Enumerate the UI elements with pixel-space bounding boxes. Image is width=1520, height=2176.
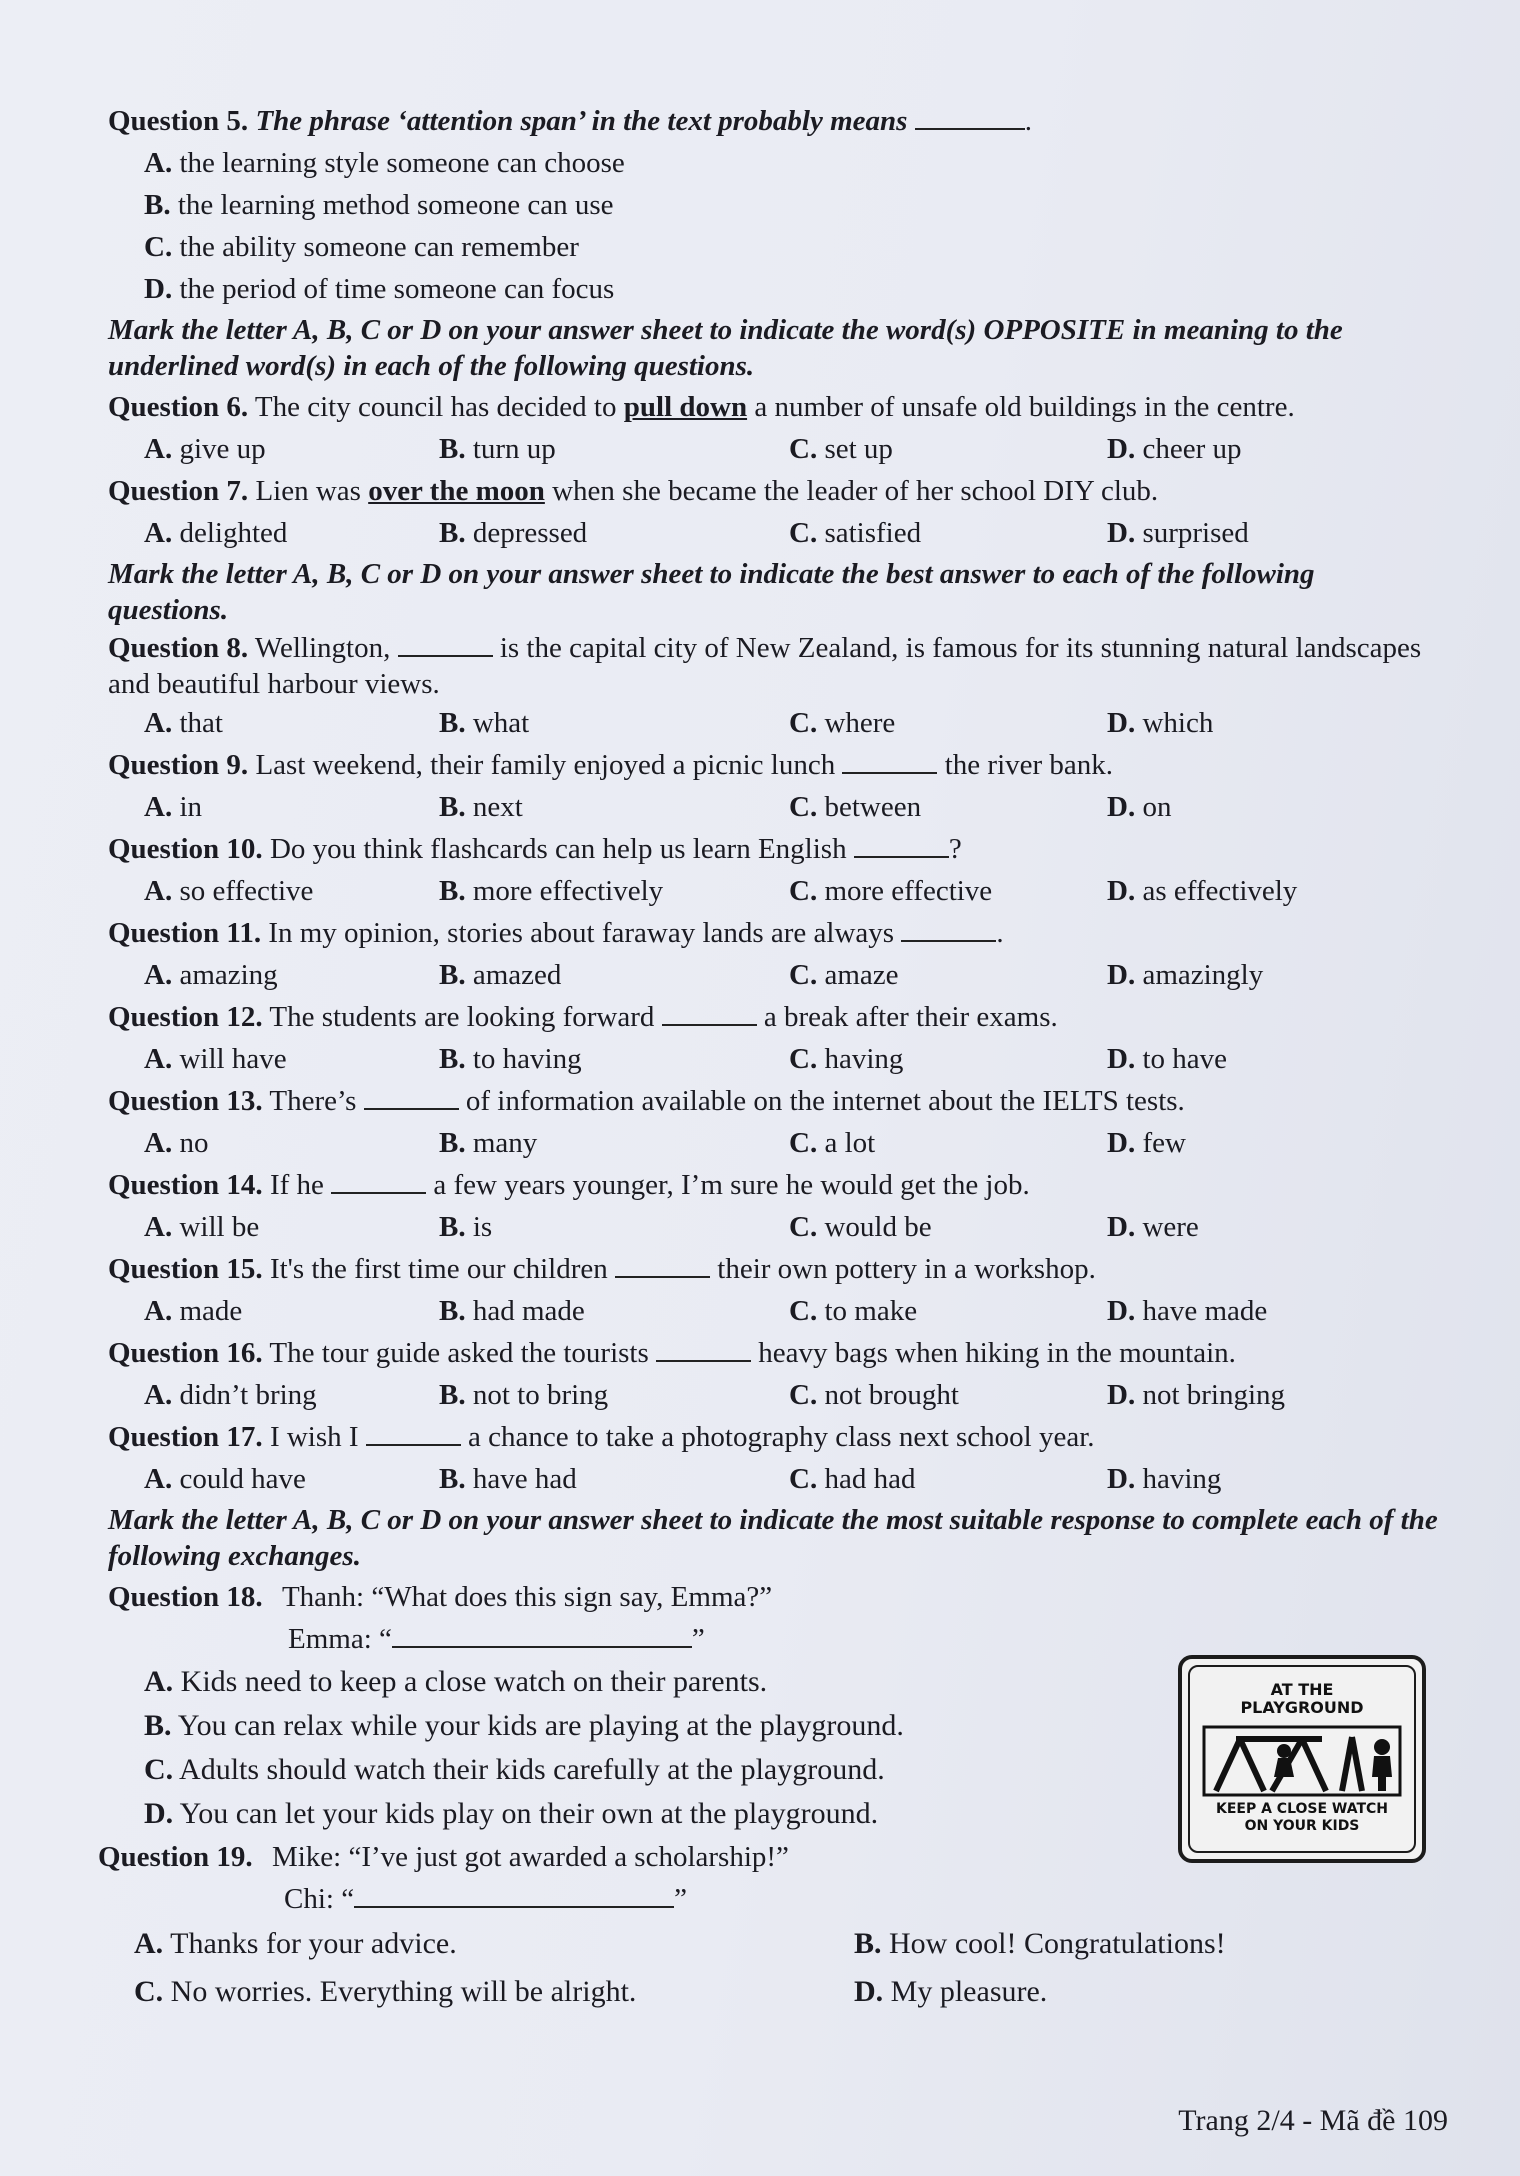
option-b: B. amazed xyxy=(439,959,562,991)
option-a: A. will be xyxy=(144,1211,260,1243)
option-b: B. the learning method someone can use xyxy=(144,189,614,221)
question-16-options xyxy=(108,1374,1438,1416)
question-5-options xyxy=(108,142,1438,310)
option-d: D. few xyxy=(1107,1127,1186,1159)
option-a: A. Kids need to keep a close watch on their parents. xyxy=(144,1665,768,1698)
question-7: Question 7. Lien was over the moon when she became the leader of her school DIY club. xyxy=(108,475,1159,507)
option-d: D. having xyxy=(1107,1463,1222,1495)
question-14: Question 14. If he a few years younger, I’m sure he would get the job. xyxy=(108,1169,1030,1201)
question-19-reply: Chi: “ ” xyxy=(284,1883,687,1915)
option-c: C. a lot xyxy=(789,1127,876,1159)
option-a: A. no xyxy=(144,1127,209,1159)
option-d: D. to have xyxy=(1107,1043,1228,1075)
question-6-options xyxy=(108,428,1438,470)
adult-figure xyxy=(1374,1739,1390,1755)
option-c: C. amaze xyxy=(789,959,899,991)
question-8-options xyxy=(108,702,1438,744)
question-16: Question 16. The tour guide asked the tourists heavy bags when hiking in the mountain. xyxy=(108,1337,1236,1369)
option-d: D. which xyxy=(1107,707,1214,739)
question-12: Question 12. The students are looking forward a break after their exams. xyxy=(108,1001,1058,1033)
child-figure xyxy=(1277,1744,1291,1758)
option-a: A. Thanks for your advice. xyxy=(134,1927,457,1960)
option-b: B. have had xyxy=(439,1463,577,1495)
option-c: C. more effective xyxy=(789,875,993,907)
option-c: C. satisfied xyxy=(789,517,922,549)
underlined-phrase: pull down xyxy=(623,391,748,423)
question-13: Question 13. There’s of information available on the internet about the IELTS tests. xyxy=(108,1085,1185,1117)
option-d: D. My pleasure. xyxy=(854,1975,1048,2008)
question-6: Question 6. The city council has decided to pull down a number of unsafe old buildings in the centre. xyxy=(108,391,1295,423)
option-b: B. turn up xyxy=(439,433,556,465)
option-c: C. set up xyxy=(789,433,893,465)
option-c: C. would be xyxy=(789,1211,932,1243)
option-d: D. have made xyxy=(1107,1295,1268,1327)
page-footer: Trang 2/4 - Mã đề 109 xyxy=(1178,2104,1448,2137)
option-d: D. not bringing xyxy=(1107,1379,1286,1411)
answer-blank xyxy=(901,940,996,942)
question-10: Question 10. Do you think flashcards can help us learn English ? xyxy=(108,833,962,865)
sign-caption: KEEP A CLOSE WATCH ON YOUR KIDS xyxy=(1215,1801,1389,1834)
option-b: B. depressed xyxy=(439,517,588,549)
option-a: A. in xyxy=(144,791,203,823)
answer-blank xyxy=(354,1906,674,1908)
option-c: C. where xyxy=(789,707,896,739)
option-b: B. had made xyxy=(439,1295,585,1327)
question-12-options xyxy=(108,1038,1438,1080)
sign-title: AT THE PLAYGROUND xyxy=(1240,1680,1364,1717)
option-c: C. having xyxy=(789,1043,904,1075)
question-stem: The phrase ‘attention span’ in the text probably means xyxy=(255,105,908,137)
option-d: D. on xyxy=(1107,791,1172,823)
question-18-reply: Emma: “ ” xyxy=(288,1623,705,1655)
answer-blank xyxy=(915,128,1025,130)
swing-leg xyxy=(1216,1739,1240,1791)
question-11-options xyxy=(108,954,1438,996)
answer-blank xyxy=(842,772,937,774)
answer-blank xyxy=(331,1192,426,1194)
option-b: B. How cool! Congratulations! xyxy=(854,1927,1226,1960)
answer-blank xyxy=(392,1646,692,1648)
option-b: B. more effectively xyxy=(439,875,664,907)
question-17: Question 17. I wish I a chance to take a photography class next school year. xyxy=(108,1421,1095,1453)
question-number: Question 5. xyxy=(108,105,249,137)
option-b: B. to having xyxy=(439,1043,582,1075)
option-d: D. as effectively xyxy=(1107,875,1298,907)
question-17-options xyxy=(108,1458,1438,1500)
option-d: D. cheer up xyxy=(1107,433,1242,465)
option-a: A. amazing xyxy=(144,959,278,991)
sign-inner-border xyxy=(1188,1665,1416,1853)
option-c: C. the ability someone can remember xyxy=(144,231,579,263)
instruction-opposite: Mark the letter A, B, C or D on your answer sheet to indicate the word(s) OPPOSITE in meaning to the underlined word(s) in each of the following questions. xyxy=(108,314,1343,382)
playground-swing-icon xyxy=(1202,1725,1402,1797)
option-b: B. not to bring xyxy=(439,1379,609,1411)
slide-ladder xyxy=(1352,1737,1362,1791)
option-b: B. what xyxy=(439,707,530,739)
answer-blank xyxy=(366,1444,461,1446)
question-8: Question 8. Wellington, is the capital city of New Zealand, is famous for its stunning natural landscapes and beautiful harbour views. xyxy=(108,632,1422,700)
answer-blank xyxy=(364,1108,459,1110)
option-a: A. delighted xyxy=(144,517,288,549)
option-c: C. to make xyxy=(789,1295,918,1327)
option-d: D. amazingly xyxy=(1107,959,1264,991)
instruction-best-answer: Mark the letter A, B, C or D on your answer sheet to indicate the best answer to each of the following questions. xyxy=(108,558,1315,626)
answer-blank xyxy=(854,856,949,858)
question-15-options xyxy=(108,1290,1438,1332)
option-d: D. You can let your kids play on their own at the playground. xyxy=(144,1797,879,1830)
swing-leg xyxy=(1302,1739,1326,1791)
question-9-options xyxy=(108,786,1438,828)
option-a: A. could have xyxy=(144,1463,306,1495)
option-d: D. the period of time someone can focus xyxy=(144,273,615,305)
option-a: A. the learning style someone can choose xyxy=(144,147,625,179)
option-b: B. many xyxy=(439,1127,538,1159)
question-14-options xyxy=(108,1206,1438,1248)
option-c: C. between xyxy=(789,791,922,823)
question-18: Question 18. Thanh: “What does this sign say, Emma?” xyxy=(108,1581,773,1613)
option-a: A. made xyxy=(144,1295,243,1327)
question-10-options xyxy=(108,870,1438,912)
option-a: A. will have xyxy=(144,1043,287,1075)
option-c: C. Adults should watch their kids carefully at the playground. xyxy=(144,1753,885,1786)
question-13-options xyxy=(108,1122,1438,1164)
underlined-phrase: over the moon xyxy=(368,475,545,507)
playground-sign xyxy=(1178,1655,1426,1863)
option-b: B. next xyxy=(439,791,523,823)
question-9: Question 9. Last weekend, their family enjoyed a picnic lunch the river bank. xyxy=(108,749,1114,781)
question-5: Question 5. The phrase ‘attention span’ in the text probably means . xyxy=(108,105,1032,137)
answer-blank xyxy=(615,1276,710,1278)
adult-figure xyxy=(1372,1756,1392,1791)
option-c: C. had had xyxy=(789,1463,916,1495)
question-15: Question 15. It's the first time our children their own pottery in a workshop. xyxy=(108,1253,1096,1285)
answer-blank xyxy=(656,1360,751,1362)
option-d: D. were xyxy=(1107,1211,1199,1243)
answer-blank xyxy=(662,1024,757,1026)
option-c: C. not brought xyxy=(789,1379,959,1411)
answer-blank xyxy=(398,655,493,657)
option-a: A. give up xyxy=(144,433,266,465)
swing-leg xyxy=(1240,1739,1264,1791)
option-a: A. that xyxy=(144,707,223,739)
question-19-options xyxy=(108,1920,1438,2016)
option-c: C. No worries. Everything will be alright. xyxy=(134,1975,637,2008)
question-7-options xyxy=(108,512,1438,554)
instruction-response: Mark the letter A, B, C or D on your answer sheet to indicate the most suitable response to complete each of the following exchanges. xyxy=(108,1504,1438,1572)
question-11: Question 11. In my opinion, stories about faraway lands are always . xyxy=(108,917,1004,949)
option-b: B. is xyxy=(439,1211,493,1243)
question-19: Question 19. Mike: “I’ve just got awarded a scholarship!” xyxy=(98,1841,789,1873)
option-a: A. so effective xyxy=(144,875,314,907)
option-d: D. surprised xyxy=(1107,517,1249,549)
option-b: B. You can relax while your kids are playing at the playground. xyxy=(144,1709,904,1742)
option-a: A. didn’t bring xyxy=(144,1379,317,1411)
